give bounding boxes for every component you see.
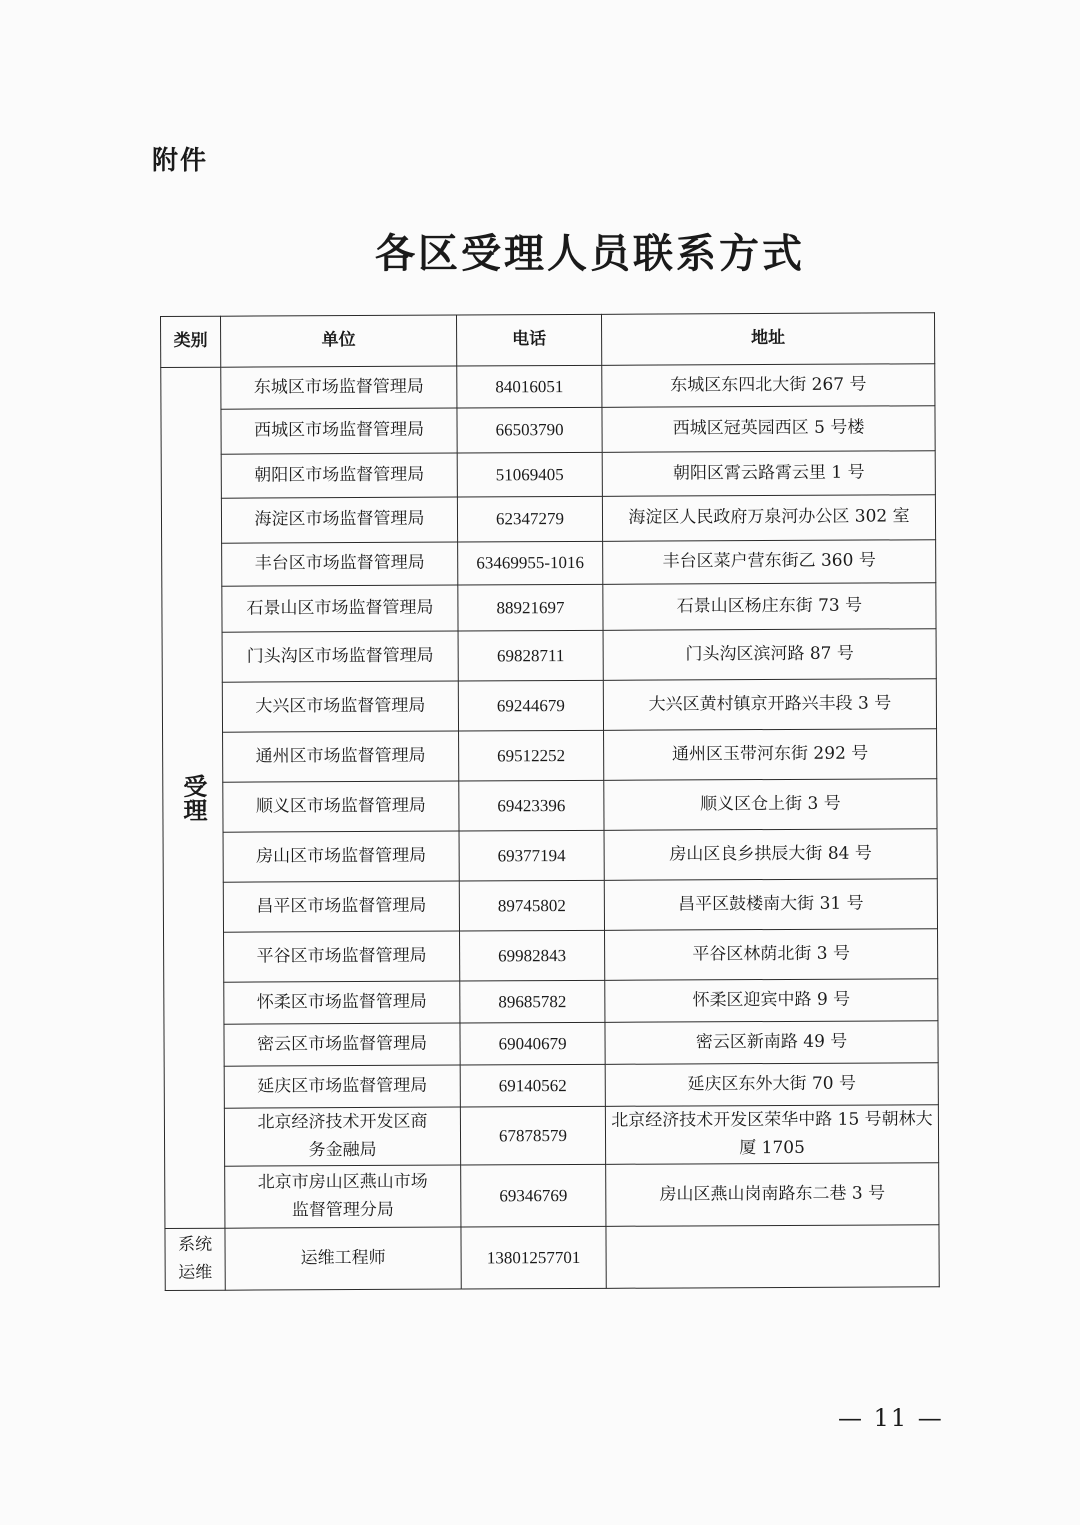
table-row	[163, 829, 937, 883]
address-cell: 延庆区东外大街 70 号	[605, 1063, 938, 1107]
unit-cell: 房山区市场监督管理局	[223, 831, 459, 882]
address-cell: 房山区良乡拱辰大街 84 号	[604, 829, 937, 881]
header-address: 地址	[601, 313, 934, 366]
phone-cell: 63469955-1016	[458, 541, 603, 585]
table-header-row	[161, 313, 935, 368]
category-ops: 系统运维	[165, 1228, 225, 1290]
phone-cell: 69140562	[460, 1064, 605, 1107]
phone-cell: 69512252	[459, 730, 604, 781]
table-row	[161, 451, 935, 499]
address-cell: 怀柔区迎宾中路 9 号	[605, 979, 938, 1023]
ops-phone-cell: 13801257701	[461, 1226, 606, 1289]
phone-cell: 88921697	[458, 584, 603, 631]
table-row	[162, 583, 936, 633]
header-phone: 电话	[456, 314, 601, 366]
table-row	[162, 629, 936, 683]
table-row	[164, 929, 938, 983]
table-row	[161, 406, 935, 455]
header-category: 类别	[161, 316, 221, 367]
table-row	[164, 1063, 938, 1109]
page-number: — 11 —	[838, 1404, 944, 1432]
table-row	[161, 364, 935, 410]
phone-cell: 51069405	[457, 452, 602, 497]
table-row	[161, 495, 935, 544]
unit-cell: 密云区市场监督管理局	[224, 1023, 460, 1066]
table-row	[163, 879, 937, 933]
contacts-table	[160, 312, 940, 1291]
address-cell: 门头沟区滨河路 87 号	[603, 629, 936, 681]
unit-cell: 昌平区市场监督管理局	[223, 881, 459, 932]
phone-cell: 67878579	[460, 1106, 605, 1165]
ops-address-cell	[606, 1225, 939, 1289]
table-row	[162, 679, 936, 733]
table-row-ops	[165, 1225, 939, 1291]
table-row	[164, 1105, 938, 1167]
phone-cell: 69040679	[460, 1022, 605, 1065]
address-cell: 丰台区菜户营东街乙 360 号	[603, 540, 936, 585]
attachment-label: 附件	[152, 146, 209, 176]
table-row	[162, 540, 936, 587]
ops-unit-cell: 运维工程师	[225, 1227, 461, 1290]
unit-cell: 西城区市场监督管理局	[221, 408, 457, 454]
unit-cell: 朝阳区市场监督管理局	[221, 453, 457, 498]
unit-cell: 海淀区市场监督管理局	[221, 497, 457, 543]
phone-cell: 89685782	[460, 980, 605, 1023]
unit-cell: 大兴区市场监督管理局	[222, 681, 458, 732]
table-row	[164, 979, 938, 1025]
phone-cell: 84016051	[457, 365, 602, 408]
phone-cell: 89745802	[459, 880, 604, 931]
address-cell: 房山区燕山岗南路东二巷 3 号	[606, 1163, 939, 1227]
unit-cell: 石景山区市场监督管理局	[222, 585, 458, 632]
table-row	[163, 779, 937, 833]
address-cell: 昌平区鼓楼南大街 31 号	[604, 879, 937, 931]
address-cell: 朝阳区霄云路霄云里 1 号	[602, 451, 935, 497]
phone-cell: 69377194	[459, 830, 604, 881]
phone-cell: 69346769	[461, 1164, 606, 1227]
unit-cell: 丰台区市场监督管理局	[222, 542, 458, 586]
address-cell: 通州区玉带河东街 292 号	[604, 729, 937, 781]
unit-cell: 怀柔区市场监督管理局	[224, 981, 460, 1024]
page-title: 各区受理人员联系方式	[375, 230, 805, 277]
table-row	[165, 1163, 939, 1229]
phone-cell: 69423396	[459, 780, 604, 831]
unit-cell: 通州区市场监督管理局	[223, 731, 459, 782]
unit-cell: 延庆区市场监督管理局	[224, 1065, 460, 1108]
header-unit: 单位	[221, 315, 457, 367]
unit-cell: 平谷区市场监督管理局	[224, 931, 460, 982]
address-cell: 石景山区杨庄东街 73 号	[603, 583, 936, 631]
address-cell: 密云区新南路 49 号	[605, 1021, 938, 1065]
address-cell: 西城区冠英园西区 5 号楼	[602, 406, 935, 453]
phone-cell: 69244679	[458, 680, 603, 731]
unit-cell: 东城区市场监督管理局	[221, 366, 457, 409]
phone-cell: 66503790	[457, 407, 602, 453]
address-cell: 平谷区林荫北街 3 号	[605, 929, 938, 981]
table-row	[164, 1021, 938, 1067]
phone-cell: 69828711	[458, 630, 603, 681]
address-cell: 大兴区黄村镇京开路兴丰段 3 号	[603, 679, 936, 731]
unit-cell: 北京经济技术开发区商务金融局	[224, 1107, 460, 1166]
unit-cell: 北京市房山区燕山市场监督管理分局	[225, 1165, 461, 1228]
address-cell: 海淀区人民政府万泉河办公区 302 室	[602, 495, 935, 542]
phone-cell: 62347279	[457, 496, 602, 542]
unit-cell: 门头沟区市场监督管理局	[222, 631, 458, 682]
address-cell: 东城区东四北大街 267 号	[602, 364, 935, 408]
unit-cell: 顺义区市场监督管理局	[223, 781, 459, 832]
phone-cell: 69982843	[460, 930, 605, 981]
address-cell: 北京经济技术开发区荣华中路 15 号朝林大厦 1705	[605, 1105, 938, 1165]
address-cell: 顺义区仓上街 3 号	[604, 779, 937, 831]
table-row	[163, 729, 937, 783]
category-acceptance: 受理	[161, 367, 225, 1228]
table-body	[161, 364, 940, 1291]
